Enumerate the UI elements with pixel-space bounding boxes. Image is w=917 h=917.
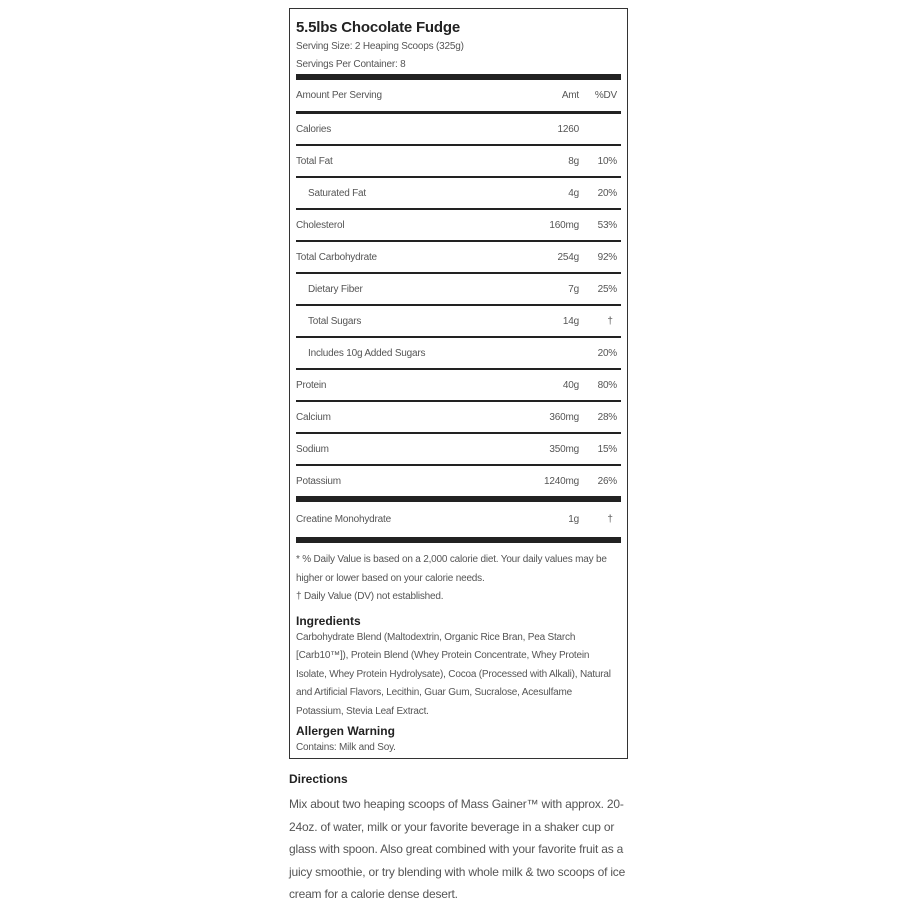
nutrient-amount: 160mg	[549, 219, 579, 231]
ingredients-text: Carbohydrate Blend (Maltodextrin, Organic Rice Bran, Pea Starch [Carb10™]), Protein Blend (Whey Protein Concentrate, Whey Protein Isolate, Whey Protein Hydrolysate), Cocoa (Processed with Alkali), Natural and Artificial Flavors, Lecithin, Guar Gum, Sucralose, Acesulfame Potassium, Stevia Leaf Extract.	[296, 631, 611, 717]
nutrient-dv: 10%	[597, 155, 617, 167]
nutrient-row-total-sugars	[296, 306, 621, 338]
nutrient-amount: 4g	[568, 187, 579, 199]
nutrient-name: Calories	[296, 123, 332, 135]
nutrient-amount: 1240mg	[544, 475, 579, 487]
nutrient-dv: 80%	[597, 379, 617, 391]
nutrient-dv: 26%	[597, 475, 617, 487]
nutrient-row-total-carbohydrate	[296, 242, 621, 274]
nutrient-amount: 8g	[568, 155, 579, 167]
nutrient-row-total-fat	[296, 146, 621, 178]
nutrient-dv: 28%	[597, 411, 617, 423]
supplement-dv	[579, 514, 621, 525]
nutrient-amount: 7g	[568, 283, 579, 295]
dagger-symbol: †	[607, 514, 613, 525]
nutrient-amount: 350mg	[549, 443, 579, 455]
product-title: 5.5lbs Chocolate Fudge	[296, 19, 460, 36]
nutrient-dv: 53%	[597, 219, 617, 231]
nutrient-amount: 40g	[562, 379, 579, 391]
directions-text: Mix about two heaping scoops of Mass Gainer™ with approx. 20-24oz. of water, milk or your favorite beverage in a shaker cup or glass with spoon. Also great combined with your favorite fruit as a juicy smoothie, or try blending with whole milk & two scoops of ice cream for a calorie dense desert.	[289, 797, 626, 901]
nutrient-name: Total Sugars	[308, 315, 362, 327]
nutrient-row-sodium	[296, 434, 621, 466]
nutrient-name: Potassium	[296, 475, 341, 487]
servings-per-container: Servings Per Container: 8	[296, 59, 406, 70]
nutrient-amount: 254g	[557, 251, 579, 263]
nutrient-name: Total Carbohydrate	[296, 251, 377, 263]
directions-title: Directions	[289, 772, 348, 786]
nutrient-row-added-sugars	[296, 338, 621, 370]
nutrient-name: Total Fat	[296, 155, 333, 167]
amount-header-row	[296, 80, 621, 111]
directions-section	[289, 768, 634, 906]
dv-header: %DV	[594, 90, 617, 101]
nutrition-label	[289, 8, 628, 759]
dagger-symbol: †	[607, 315, 613, 327]
amount-per-serving-label: Amount Per Serving	[296, 90, 382, 101]
nutrient-name: Sodium	[296, 443, 329, 455]
nutrient-row-calcium	[296, 402, 621, 434]
nutrient-amount: 14g	[562, 315, 579, 327]
nutrient-name: Dietary Fiber	[308, 283, 363, 295]
nutrient-dv: 25%	[597, 283, 617, 295]
daily-value-footnote: * % Daily Value is based on a 2,000 calorie diet. Your daily values may be higher or lower based on your calorie needs.	[296, 554, 607, 584]
ingredients-title: Ingredients	[296, 613, 361, 628]
allergen-title: Allergen Warning	[296, 724, 395, 738]
dagger-footnote: † Daily Value (DV) not established.	[296, 591, 444, 602]
supplement-amount: 1g	[568, 514, 579, 525]
nutrient-amount: 360mg	[549, 411, 579, 423]
nutrient-row-saturated-fat	[296, 178, 621, 210]
nutrient-list	[296, 114, 621, 496]
nutrient-dv: 20%	[597, 347, 617, 359]
supplement-row-creatine	[296, 502, 621, 537]
nutrient-row-potassium	[296, 466, 621, 496]
nutrient-name: Protein	[296, 379, 327, 391]
nutrient-name: Includes 10g Added Sugars	[308, 347, 426, 359]
nutrient-row-cholesterol	[296, 210, 621, 242]
nutrient-row-calories	[296, 114, 621, 146]
amt-header: Amt	[561, 90, 579, 101]
supplement-name: Creatine Monohydrate	[296, 514, 391, 525]
nutrient-row-protein	[296, 370, 621, 402]
nutrient-name: Saturated Fat	[308, 187, 366, 199]
nutrient-amount: 1260	[557, 123, 579, 135]
nutrient-dv: 15%	[597, 443, 617, 455]
nutrient-name: Calcium	[296, 411, 331, 423]
nutrient-dv: 20%	[597, 187, 617, 199]
nutrient-dv	[579, 316, 621, 327]
divider-thick	[296, 537, 621, 543]
serving-size: Serving Size: 2 Heaping Scoops (325g)	[296, 41, 464, 52]
nutrient-dv: 92%	[597, 251, 617, 263]
nutrient-row-dietary-fiber	[296, 274, 621, 306]
allergen-text: Contains: Milk and Soy.	[296, 742, 396, 753]
nutrient-name: Cholesterol	[296, 219, 345, 231]
